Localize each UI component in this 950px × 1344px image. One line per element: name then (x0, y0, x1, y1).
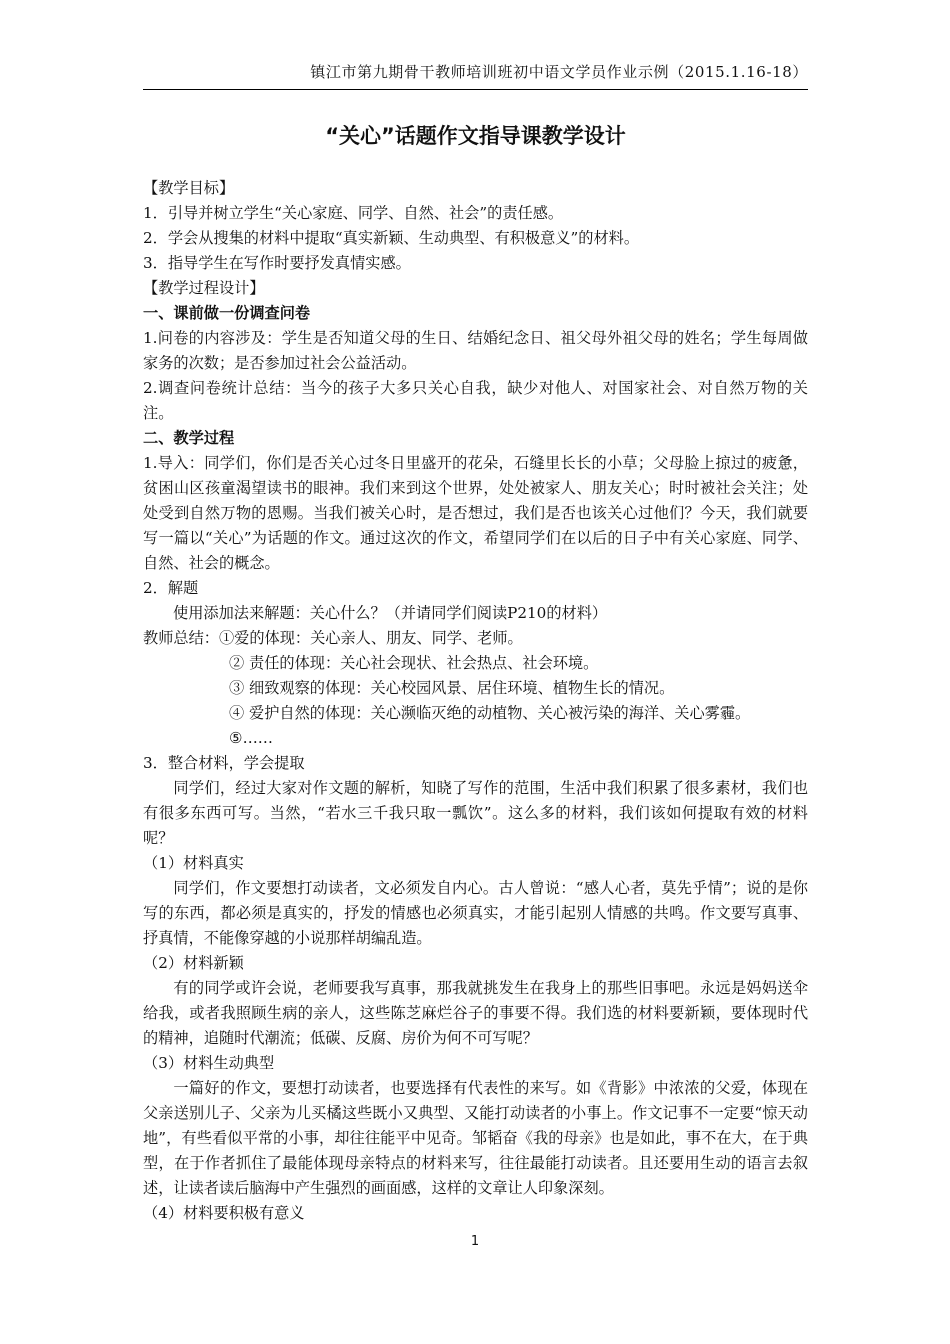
sub1-heading: （1）材料真实 (143, 854, 244, 872)
page-number: 1 (470, 1234, 480, 1249)
part2-heading: 二、教学过程 (143, 429, 235, 447)
teacher-summary-2: ② 责任的体现：关心社会现状、社会热点、社会环境。 (229, 654, 599, 672)
intro-paragraph: 1.导入：同学们，你们是否关心过冬日里盛开的花朵，石缝里长长的小草；父母脸上掠过的疲惫，贫困山区孩童渴望读书的眼神。我们来到这个世界，处处被家人、朋友关心；时时被社会关注；处处受到自然万物的恩赐。当我们被关心时，是否想过，我们是否也该关心过他们？今天，我们就要写一篇以“关心”为话题的作文。通过这次的作文，希望同学们在以后的日子中有关心家庭、同学、自然、社会的概念。 (143, 454, 808, 572)
step3-heading: 3．整合材料，学会提取 (143, 754, 305, 772)
teacher-summary-4: ④ 爱护自然的体现：关心濒临灭绝的动植物、关心被污染的海洋、关心雾霾。 (229, 704, 751, 722)
step2-text: 使用添加法来解题：关心什么？（并请同学们阅读P210的材料） (173, 604, 608, 622)
sub2-text: 有的同学或许会说，老师要我写真事，那我就挑发生在我身上的那些旧事吧。永远是妈妈送伞给我，或者我照顾生病的亲人，这些陈芝麻烂谷子的事要不得。我们选的材料要新颖，要体现时代的精神，追随时代潮流；低碳、反腐、房价为何不可写呢？ (143, 979, 808, 1047)
sub3-heading: （3）材料生动典型 (143, 1054, 275, 1072)
goals-heading: 【教学目标】 (143, 179, 235, 197)
document-body (143, 176, 808, 1226)
goal-item-3: 3．指导学生在写作时要抒发真情实感。 (143, 254, 411, 272)
process-heading: 【教学过程设计】 (143, 279, 265, 297)
part1-item-1: 1.问卷的内容涉及：学生是否知道父母的生日、结婚纪念日、祖父母外祖父母的姓名；学生每周做家务的次数；是否参加过社会公益活动。 (143, 329, 808, 372)
teacher-summary-3: ③ 细致观察的体现：关心校园风景、居住环境、植物生长的情况。 (229, 679, 675, 697)
sub4-heading: （4）材料要积极有意义 (143, 1204, 305, 1222)
teacher-summary-5: ⑤…… (229, 729, 273, 747)
sub2-heading: （2）材料新颖 (143, 954, 244, 972)
sub1-text: 同学们，作文要想打动读者，文必须发自内心。古人曾说：“感人心者，莫先乎情”；说的是你写的东西，都必须是真实的，抒发的情感也必须真实，才能引起别人情感的共鸣。作文要写真事、抒真情，不能像穿越的小说那样胡编乱造。 (143, 879, 808, 947)
step3-text: 同学们，经过大家对作文题的解析，知晓了写作的范围，生活中我们积累了很多素材，我们也有很多东西可写。当然，“若水三千我只取一瓢饮”。这么多的材料，我们该如何提取有效的材料呢？ (143, 779, 808, 847)
document-title: “关心”话题作文指导课教学设计 (325, 124, 626, 148)
goal-item-2: 2．学会从搜集的材料中提取“真实新颖、生动典型、有积极意义”的材料。 (143, 229, 640, 247)
header-text: 镇江市第九期骨干教师培训班初中语文学员作业示例（2015.1.16-18） (310, 63, 808, 81)
step2-heading: 2．解题 (143, 579, 199, 597)
page-header (143, 62, 808, 90)
sub3-text: 一篇好的作文，要想打动读者，也要选择有代表性的来写。如《背影》中浓浓的父爱，体现在父亲送别儿子、父亲为儿买橘这些既小又典型、又能打动读者的小事上。作文记事不一定要“惊天动地”，有些看似平常的小事，却往往能平中见奇。邹韬奋《我的母亲》也是如此，事不在大，在于典型，在于作者抓住了最能体现母亲特点的材料来写，往往最能打动读者。且还要用生动的语言去叙述，让读者读后脑海中产生强烈的画面感，这样的文章让人印象深刻。 (143, 1079, 808, 1197)
part1-heading: 一、课前做一份调查问卷 (143, 304, 311, 322)
teacher-summary-1: 教师总结：①爱的体现：关心亲人、朋友、同学、老师。 (143, 629, 523, 647)
goal-item-1: 1．引导并树立学生“关心家庭、同学、自然、社会”的责任感。 (143, 204, 564, 222)
part1-item-2: 2.调查问卷统计总结：当今的孩子大多只关心自我，缺少对他人、对国家社会、对自然万物的关注。 (143, 379, 808, 422)
